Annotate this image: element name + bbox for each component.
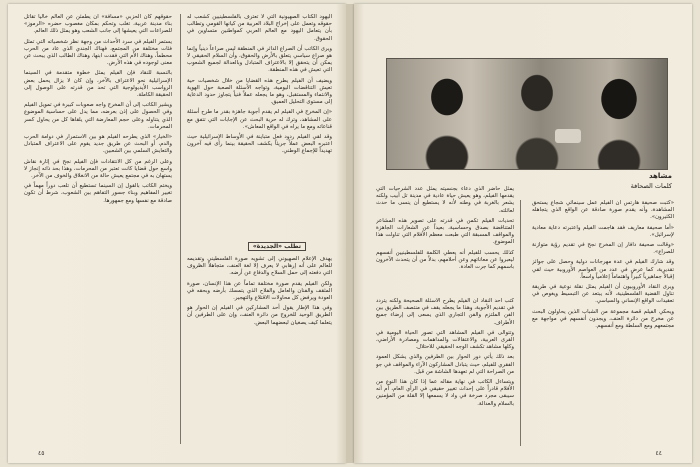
- photo-caption: [522, 172, 672, 196]
- paragraph: «كتبت صحيفة هآرتس أن الفيلم عمل سينمائي شجاع يستحق المشاهدة، وأنه يقدم صورة صادقة عن الواقع الذي يتجاهله الكثيرون».: [532, 200, 674, 221]
- paragraph: يستمر الفيلم في سرد الأحداث من وجهة نظر شخصياته التي تمثل فئات مختلفة من المجتمع، فهناك الجندي الذي عاد من الحرب محطماً، وهناك الأم التي فقدت ابنها، وهناك الطالب الذي يبحث عن معنى لوجوده في هذه الأرض.: [24, 38, 172, 67]
- left-page: [8, 4, 346, 463]
- page-number: ٤٤: [655, 450, 662, 457]
- right-page-left-column-top: [376, 186, 514, 294]
- left-page-left-column: [24, 14, 172, 446]
- paragraph: اليهود الكتاب الصهيونية التي لا تعترف بالفلسطينيين كشعب له حقوقه وتعمل على إخراج البلاد العربية من كيانها القومي وتطالب بأن يتعامل اليهود مع العالم العربي كمواطنين متساوين في الحقوق.: [187, 14, 332, 42]
- caption-subtitle: كلمات الصحافة: [630, 182, 672, 190]
- paragraph: يمثل حاضر الذي دعاء بجنسيته يمثل عدد الشرحيات التي يقدمها الفيلم، وهو يعيش حياة عادية في مدينة تل أبيب ولكنه يشعر بالغربة في وطنه لأنه لا يستطيع أن ينسى ما حدث لعائلته.: [376, 186, 514, 214]
- page-number: ٤٥: [38, 450, 45, 457]
- paragraph: «إن المخرج في الفيلم لم يقدم أجوبة جاهزة بقدر ما طرح أسئلة على المشاهد، وترك له حرية البحث عن الإجابات التي تتفق مع قناعاته ومع ما يراه في الواقع المعاش».: [187, 109, 332, 130]
- paragraph: ويضيف أن الفيلم يطرح هذه القضايا من خلال شخصيات حية تعيش التناقضات اليومية، وتواجه الأسئلة الصعبة حول الهوية والانتماء والمستقبل، وهو ما يجعله عملاً فنياً يتجاوز حدود الدعاية إلى مستوى التحليل العميق.: [187, 77, 332, 106]
- paragraph: بالنسبة للنقاد فإن الفيلم يمثل خطوة متقدمة في السينما الإسرائيلية نحو الاعتراف بالآخر، وإن كان لا يزال يحمل بعض الرواسب الأيديولوجية التي تحد من قدرته على الوصول إلى الحقيقة الكاملة.: [24, 70, 172, 99]
- paragraph: ويختم الكاتب بالقول إن السينما تستطيع أن تلعب دوراً مهماً في تغيير المفاهيم وبناء جسور التفاهم بين الشعوب، شرط أن تكون صادقة مع نفسها ومع جمهورها.: [24, 183, 172, 204]
- paragraph: وقد شارك الفيلم في عدة مهرجانات دولية وحصل على جوائز تقديرية، كما عرض في عدد من العواصم الأوروبية حيث لقي إقبالاً جماهيرياً كبيراً واهتماماً إعلامياً واسعاً.: [532, 259, 674, 280]
- paragraph: يهدف الإعلام الصهيوني إلى تشويه صورة الفلسطيني وتقديمه للعالم على أنه إرهابي لا يعرف إلا لغة العنف، متجاهلاً الظروف التي دفعته إلى حمل السلاح والدفاع عن أرضه.: [187, 256, 332, 277]
- paragraph: وتتوالى في الفيلم المشاهد التي تصور الحياة اليومية في القرى العربية، والاعتقالات والمداهمات ومصادرة الأراضي، وكلها مشاهد تكشف الوجه الحقيقي للاحتلال.: [376, 329, 514, 351]
- paragraph: كذلك يحسب للفيلم أنه يعطي الكلمة للفلسطينيين أنفسهم ليعبروا عن معاناتهم وعن أحلامهم، بدلاً من أن يتحدث الآخرون باسمهم كما جرت العادة.: [376, 249, 514, 271]
- left-page-right-column: [187, 14, 332, 236]
- column-divider: [180, 14, 181, 444]
- column-divider: [520, 200, 521, 446]
- section-box-title: تطلب «الجديدة»: [248, 242, 306, 251]
- paragraph: وقد لقي الفيلم ردود فعل متباينة في الأوساط الإسرائيلية حيث اعتبره البعض عملاً جريئاً يكشف الحقيقة بينما رأى فيه آخرون تهديداً للإجماع الوطني.: [187, 134, 332, 155]
- binding-gutter: [346, 4, 354, 463]
- paragraph: ويشير الكاتب إلى أن المخرج واجه صعوبات كبيرة في تمويل الفيلم وفي الحصول على إذن بعرضه، مما يدل على حساسية الموضوع الذي يتناوله وعلى حجم المعارضة التي يلقاها كل من يحاول كسر المحرمات.: [24, 102, 172, 130]
- photo-detail: [555, 129, 581, 143]
- paragraph: بعد ذلك يأتي دور الحوار بين الطرفين والذي يشكل العمود الفقري للفيلم، حيث يتبادل المشاركون الآراء والمواقف في جو من الصراحة التي لم تعهدها الشاشة من قبل.: [376, 354, 514, 375]
- paragraph: ويرى النقاد الأوروبيون أن الفيلم يمثل نقلة نوعية في طريقة تناول القضية الفلسطينية، لأنه يبتعد عن التبسيط ويغوص في تعقيدات الواقع الإنساني والسياسي.: [532, 284, 674, 305]
- magazine-spread: [8, 4, 692, 463]
- left-page-right-column-lower: [187, 256, 332, 446]
- paragraph: وعلى الرغم من كل الانتقادات فإن الفيلم نجح في إثارة نقاش واسع حول قضايا كانت تعتبر من المحرمات، وهذا بحد ذاته إنجاز لا يستهان به في مجتمع يعيش حالة من الانغلاق والخوف من الآخر.: [24, 158, 172, 180]
- right-page-right-column: [532, 200, 674, 446]
- paragraph: ويحكي الفيلم قصة مجموعة من الشباب الذين يحاولون البحث عن مخرج من دائرة العنف، ويجدون أنفسهم في مواجهة مع مجتمعهم ومع السلطة ومع أنفسهم.: [532, 308, 674, 330]
- paragraph: «وقالت صحيفة دافار إن المخرج نجح في تقديم رؤية متوازنة للصراع».: [532, 242, 674, 256]
- paragraph: ولكن الفيلم يقدم صورة مختلفة تماماً عن هذا الإنسان، صورة المثقف والفنان والعامل والفلاح الذي يتمسك بأرضه وبحقه في العودة ويرفض كل محاولات الاقتلاع والتهجير.: [187, 280, 332, 302]
- article-photo: [386, 58, 668, 170]
- caption-title: مشاهد: [649, 172, 672, 180]
- paragraph: «الخيار» الذي يطرحه الفيلم هو بين الاستمرار في دوامة الحرب والدم، أو البحث عن طريق جديد يقوم على الاعتراف المتبادل والتعايش السلمي بين الشعبين.: [24, 134, 172, 155]
- paragraph: ويتساءل الكاتب في نهاية مقاله عما إذا كان هذا النوع من الأفلام قادراً على إحداث تغيير حقيقي في الرأي العام، أم أنه سيبقى مجرد صرخة في واد لا يسمعها إلا القلة من المؤمنين بالسلام والعدالة.: [376, 379, 514, 407]
- paragraph: ويرى الكاتب أن الصراع الدائر في المنطقة ليس صراعاً دينياً وإنما هو صراع سياسي يتعلق بالأرض والحقوق، وأن السلام الحقيقي لا يمكن أن يتحقق إلا بالاعتراف المتبادل وبالعدالة لجميع الشعوب التي تعيش في هذه المنطقة.: [187, 45, 332, 74]
- paragraph: حقوقهم كان الحزبي «مسافة» ان يطمئن عن العالم خالياً تقاتل بناء مدينة عربية، تغلب وتحكم بمكان مغصوب حضره «الرموز» للصراعات التي يعيشها إلى جانب الشعب وهو يمثل ذلك العالم.: [24, 14, 172, 35]
- paragraph: «أما صحيفة معاريف فقد هاجمت الفيلم واعتبرته دعاية معادية لإسرائيل».: [532, 224, 674, 238]
- paragraph: وفي هذا الإطار يقول أحد المشاركين في الفيلم إن الحوار هو الطريق الوحيد للخروج من دائرة العنف، وإن على الطرفين أن يتعلما كيف يصغيان لبعضهما البعض.: [187, 305, 332, 326]
- paragraph: كتب أحد النقاد أن الفيلم يطرح الأسئلة الصحيحة ولكنه يتردد في تقديم الأجوبة، وهذا ما يجعله يقف في منتصف الطريق بين الفن الملتزم والفن التجاري الذي يسعى إلى إرضاء جميع الأطراف.: [376, 298, 514, 326]
- paragraph: تحديات الفيلم تكمن في قدرته على تصوير هذه المشاعر المتناقضة بصدق وحساسية، بعيداً عن الشعارات الجاهزة والمواقف المسبقة التي طبعت معظم الأفلام التي تناولت هذا الموضوع.: [376, 217, 514, 246]
- right-page: [354, 4, 692, 463]
- right-page-left-column-bottom: [376, 298, 514, 446]
